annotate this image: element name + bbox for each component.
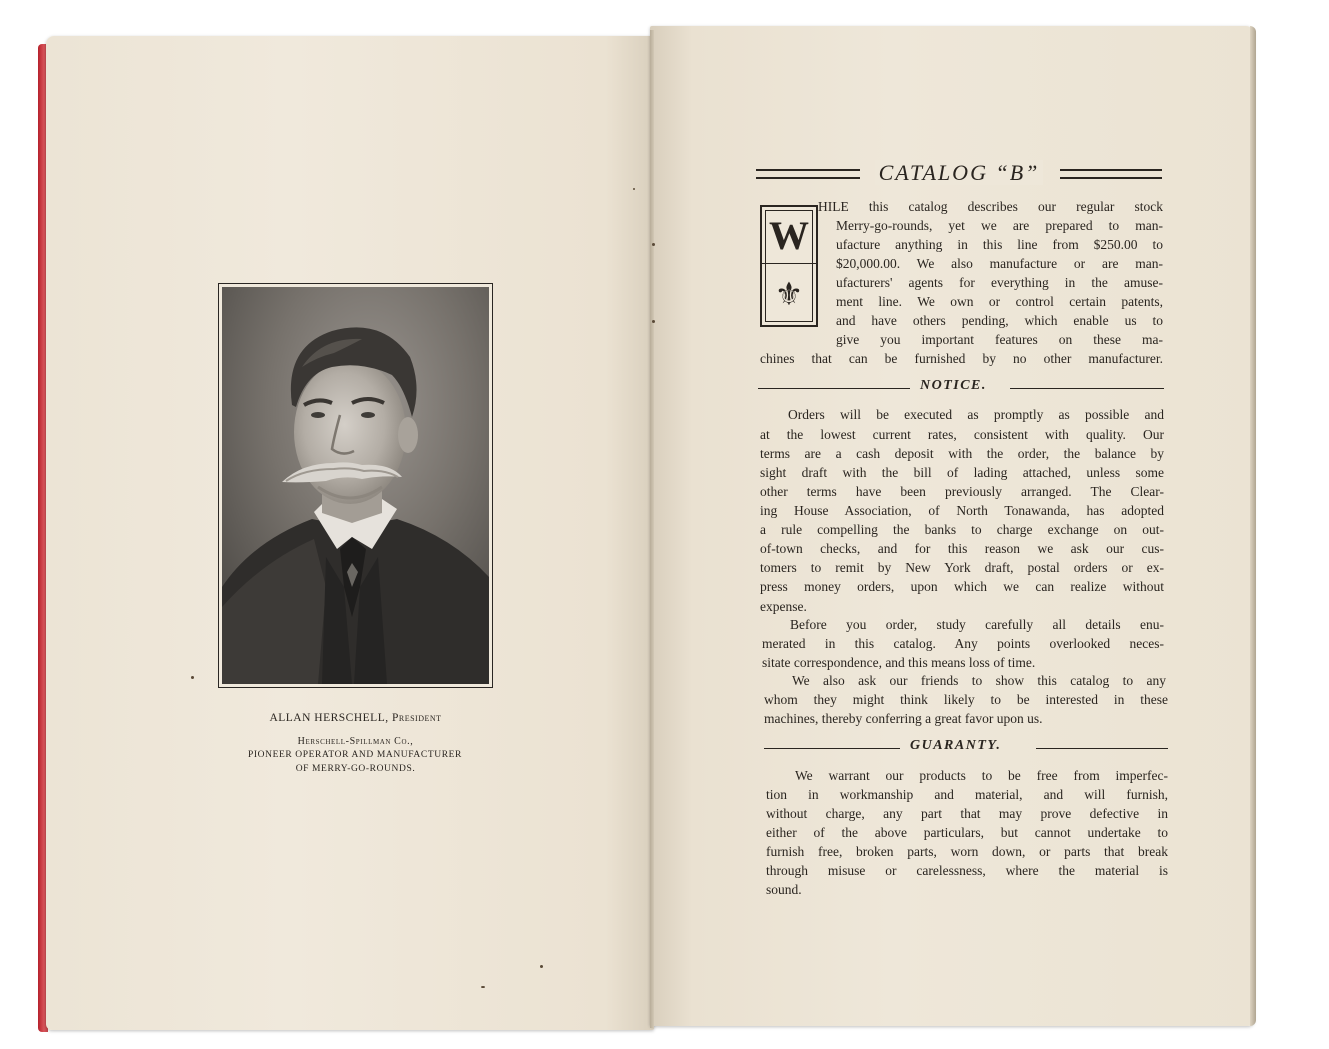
intro-text-line: ufacture anything in this line from $250.00 to — [836, 237, 1163, 252]
paper-speck — [633, 188, 635, 190]
book-gutter — [650, 30, 654, 1028]
page-edge — [1250, 26, 1256, 1026]
fleur-de-lis-icon: ⚜ — [774, 276, 804, 312]
caption-line-3: OF MERRY-GO-ROUNDS. — [295, 764, 416, 774]
intro-text-line: and have others pending, which enable us to — [836, 313, 1163, 328]
guaranty-text-line: furnish free, broken parts, worn down, or parts that break — [766, 844, 1168, 859]
guaranty-text-line: either of the above particulars, but cannot undertake to — [766, 825, 1168, 840]
binding-hole — [652, 243, 655, 246]
caption-company: Herschell-Spillman Co., — [297, 736, 414, 747]
notice-text-line: terms are a cash deposit with the order, the balance by — [760, 446, 1164, 461]
intro-text-line: Merry-go-rounds, yet we are prepared to man- — [836, 218, 1163, 233]
binding-hole — [652, 320, 655, 323]
portrait-photo — [222, 287, 489, 684]
notice-text-line: a rule compelling the banks to charge exchange on out- — [760, 522, 1164, 537]
notice-text-line: ing House Association, of North Tonawanda, has adopted — [760, 503, 1164, 518]
man-portrait-illustration — [222, 287, 489, 684]
notice-text-line: other terms have been previously arranged. The Clear- — [760, 484, 1164, 499]
notice-text-line: expense. — [760, 599, 807, 614]
notice-text-line: tomers to remit by New York draft, postal orders or ex- — [760, 560, 1164, 575]
notice-text-line: machines, thereby conferring a great favor upon us. — [764, 711, 1043, 726]
guaranty-text-line: without charge, any part that may prove defective in — [766, 806, 1168, 821]
notice-text-line: press money orders, upon which we can realize without — [760, 579, 1164, 594]
caption-line-2: PIONEER OPERATOR AND MANUFACTURER — [248, 750, 462, 760]
intro-text-line: give you important features on these ma- — [836, 332, 1163, 347]
notice-text-line: Orders will be executed as promptly as possible and — [788, 407, 1164, 422]
drop-cap-letter: W — [769, 213, 809, 258]
guaranty-text-line: tion in workmanship and material, and will furnish, — [766, 787, 1168, 802]
intro-text-line: $20,000.00. We also manufacture or are man- — [836, 256, 1163, 271]
notice-text-line: whom they might think likely to be interested in these — [764, 692, 1168, 707]
notice-text-line: merated in this catalog. Any points overlooked neces- — [762, 636, 1164, 651]
catalog-title-row — [756, 160, 1162, 186]
portrait-frame — [218, 283, 493, 688]
intro-text-line: chines that can be furnished by no other manufacturer. — [760, 351, 1163, 366]
caption-role-text: President — [391, 712, 442, 724]
paper-speck — [540, 965, 543, 968]
guaranty-heading: GUARANTY. — [910, 738, 1002, 753]
notice-text-line: sitate correspondence, and this means loss of time. — [762, 655, 1036, 670]
paper-speck — [481, 986, 485, 988]
caption-name-text: ALLAN HERSCHELL, — [269, 712, 389, 724]
notice-text-line: We also ask our friends to show this catalog to any — [792, 673, 1166, 688]
guaranty-text-line: sound. — [766, 882, 802, 897]
notice-text-line: of-town checks, and for this reason we ask our cus- — [760, 541, 1164, 556]
guaranty-text-line: through misuse or carelessness, where the material is — [766, 863, 1168, 878]
portrait-caption-name — [218, 712, 493, 724]
guaranty-text-line: We warrant our products to be free from imperfec- — [795, 768, 1168, 783]
notice-text-line: at the lowest current rates, consistent with quality. Our — [760, 427, 1164, 442]
notice-heading: NOTICE. — [920, 378, 987, 393]
intro-text-line: ufacturers' agents for everything in the amuse- — [836, 275, 1163, 290]
notice-text-line: sight draft with the bill of lading attached, unless some — [760, 465, 1164, 480]
catalog-title: CATALOG “B” — [756, 160, 1162, 186]
paper-speck — [191, 676, 194, 679]
intro-text-line: ment line. We own or control certain patents, — [836, 294, 1163, 309]
intro-text-line: HILE this catalog describes our regular stock — [818, 199, 1163, 214]
notice-text-line: Before you order, study carefully all details enu- — [790, 617, 1164, 632]
notice-heading-row — [758, 378, 1164, 398]
drop-cap-block — [760, 205, 818, 327]
guaranty-heading-row — [764, 738, 1168, 758]
